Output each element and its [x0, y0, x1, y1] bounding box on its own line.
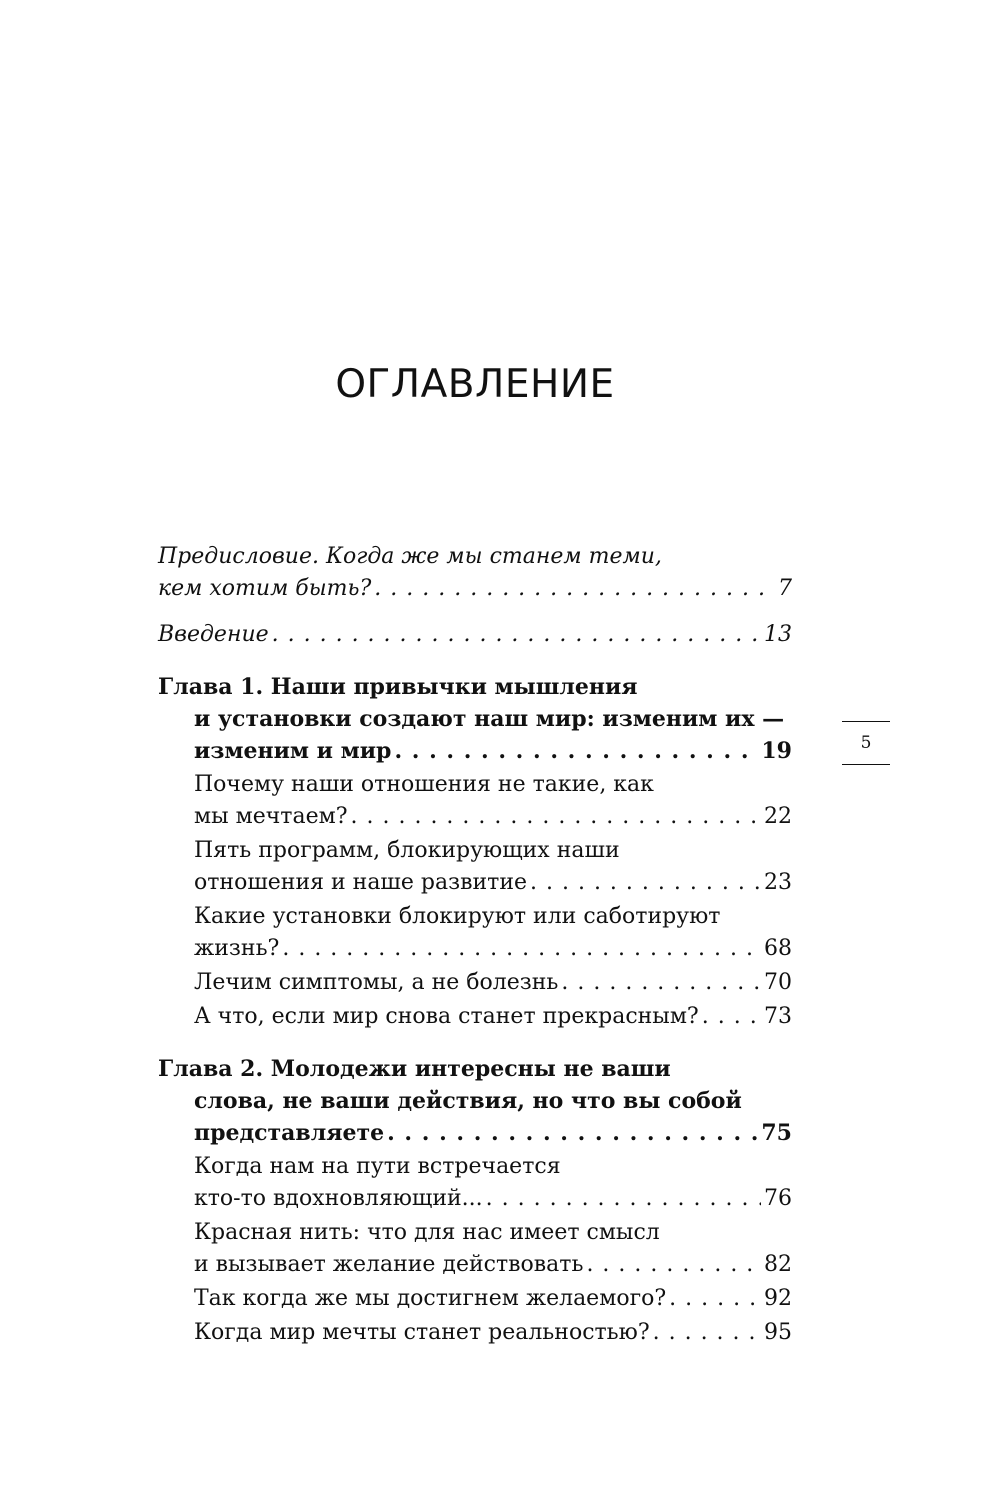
leader-dots [702, 1001, 761, 1033]
leader-dots [653, 1317, 761, 1349]
toc-section-text: Когда нам на пути встречается [194, 1154, 561, 1179]
toc-section-text: кто-то вдохновляющий... [194, 1186, 483, 1211]
toc-section[interactable] [158, 1001, 792, 1033]
toc-page-number: 68 [764, 936, 792, 961]
leader-dots [351, 801, 761, 833]
toc-page-number: 73 [764, 1004, 792, 1029]
page-title: ОГЛАВЛЕНИЕ [335, 362, 615, 407]
leader-dots [374, 573, 775, 605]
chapter-heading-text: и установки создают наш мир: изменим их — [194, 706, 785, 732]
toc-entry-text: Предисловие. Когда же мы станем теми, [158, 544, 662, 569]
toc-section[interactable] [158, 835, 792, 899]
toc-section-text: Какие установки блокируют или саботируют [194, 904, 721, 929]
toc-section-text: Лечим симптомы, а не болезнь [194, 970, 559, 995]
toc-page-number: 7 [778, 576, 792, 601]
page-number: 5 [860, 733, 872, 753]
toc-section-text: отношения и наше развитие [194, 870, 527, 895]
toc-section-text: Почему наши отношения не такие, как [194, 772, 654, 797]
leader-dots [282, 933, 761, 965]
toc-section[interactable] [158, 967, 792, 999]
toc-entry-text: Введение [158, 622, 269, 647]
leader-dots [669, 1283, 761, 1315]
toc-page-number: 19 [761, 738, 792, 764]
toc-section[interactable] [158, 1151, 792, 1215]
page-number-runner [842, 721, 890, 765]
toc-section-text: Пять программ, блокирующих наши [194, 838, 620, 863]
toc-section-text: Когда мир мечты станет реальностью? [194, 1320, 650, 1345]
toc-section-text: жизнь? [194, 936, 280, 961]
toc-section-text: мы мечтаем? [194, 804, 348, 829]
toc-section-text: и вызывает желание действовать [194, 1252, 584, 1277]
toc-section[interactable] [158, 1317, 792, 1349]
leader-dots [486, 1183, 761, 1215]
toc-page-number: 13 [764, 622, 792, 647]
toc-section[interactable] [158, 1217, 792, 1281]
toc-page-number: 95 [764, 1320, 792, 1345]
leader-dots [530, 867, 761, 899]
toc-section[interactable] [158, 1283, 792, 1315]
toc-page-number: 22 [764, 804, 792, 829]
toc-section-text: Так когда же мы достигнем желаемого? [194, 1286, 667, 1311]
toc-section[interactable] [158, 769, 792, 833]
toc-page-number: 76 [764, 1186, 792, 1211]
chapter-heading-text: Глава 2. Молодежи интересны не ваши [158, 1056, 671, 1082]
chapter-heading-text: слова, не ваши действия, но что вы собой [194, 1088, 742, 1114]
chapter-heading-text: изменим и мир [194, 738, 392, 764]
toc-entry-preface[interactable] [158, 541, 792, 605]
toc-page-number: 70 [764, 970, 792, 995]
toc-chapter-2[interactable] [158, 1053, 792, 1149]
toc-entry-intro[interactable] [158, 619, 792, 651]
table-of-contents [158, 541, 792, 1351]
toc-section-text: Красная нить: что для нас имеет смысл [194, 1220, 660, 1245]
toc-page-number: 23 [764, 870, 792, 895]
toc-section-text: А что, если мир снова станет прекрасным? [194, 1004, 699, 1029]
toc-page-number: 92 [764, 1286, 792, 1311]
toc-entry-text: кем хотим быть? [158, 576, 372, 601]
leader-dots [394, 735, 758, 767]
chapter-heading-text: Глава 1. Наши привычки мышления [158, 674, 638, 700]
divider [842, 764, 890, 765]
leader-dots [387, 1117, 758, 1149]
leader-dots [272, 619, 761, 651]
toc-page-number: 75 [761, 1120, 792, 1146]
leader-dots [586, 1249, 761, 1281]
toc-section[interactable] [158, 901, 792, 965]
leader-dots [561, 967, 761, 999]
toc-page-number: 82 [764, 1252, 792, 1277]
chapter-heading-text: представляете [194, 1120, 385, 1146]
toc-chapter-1[interactable] [158, 671, 792, 767]
